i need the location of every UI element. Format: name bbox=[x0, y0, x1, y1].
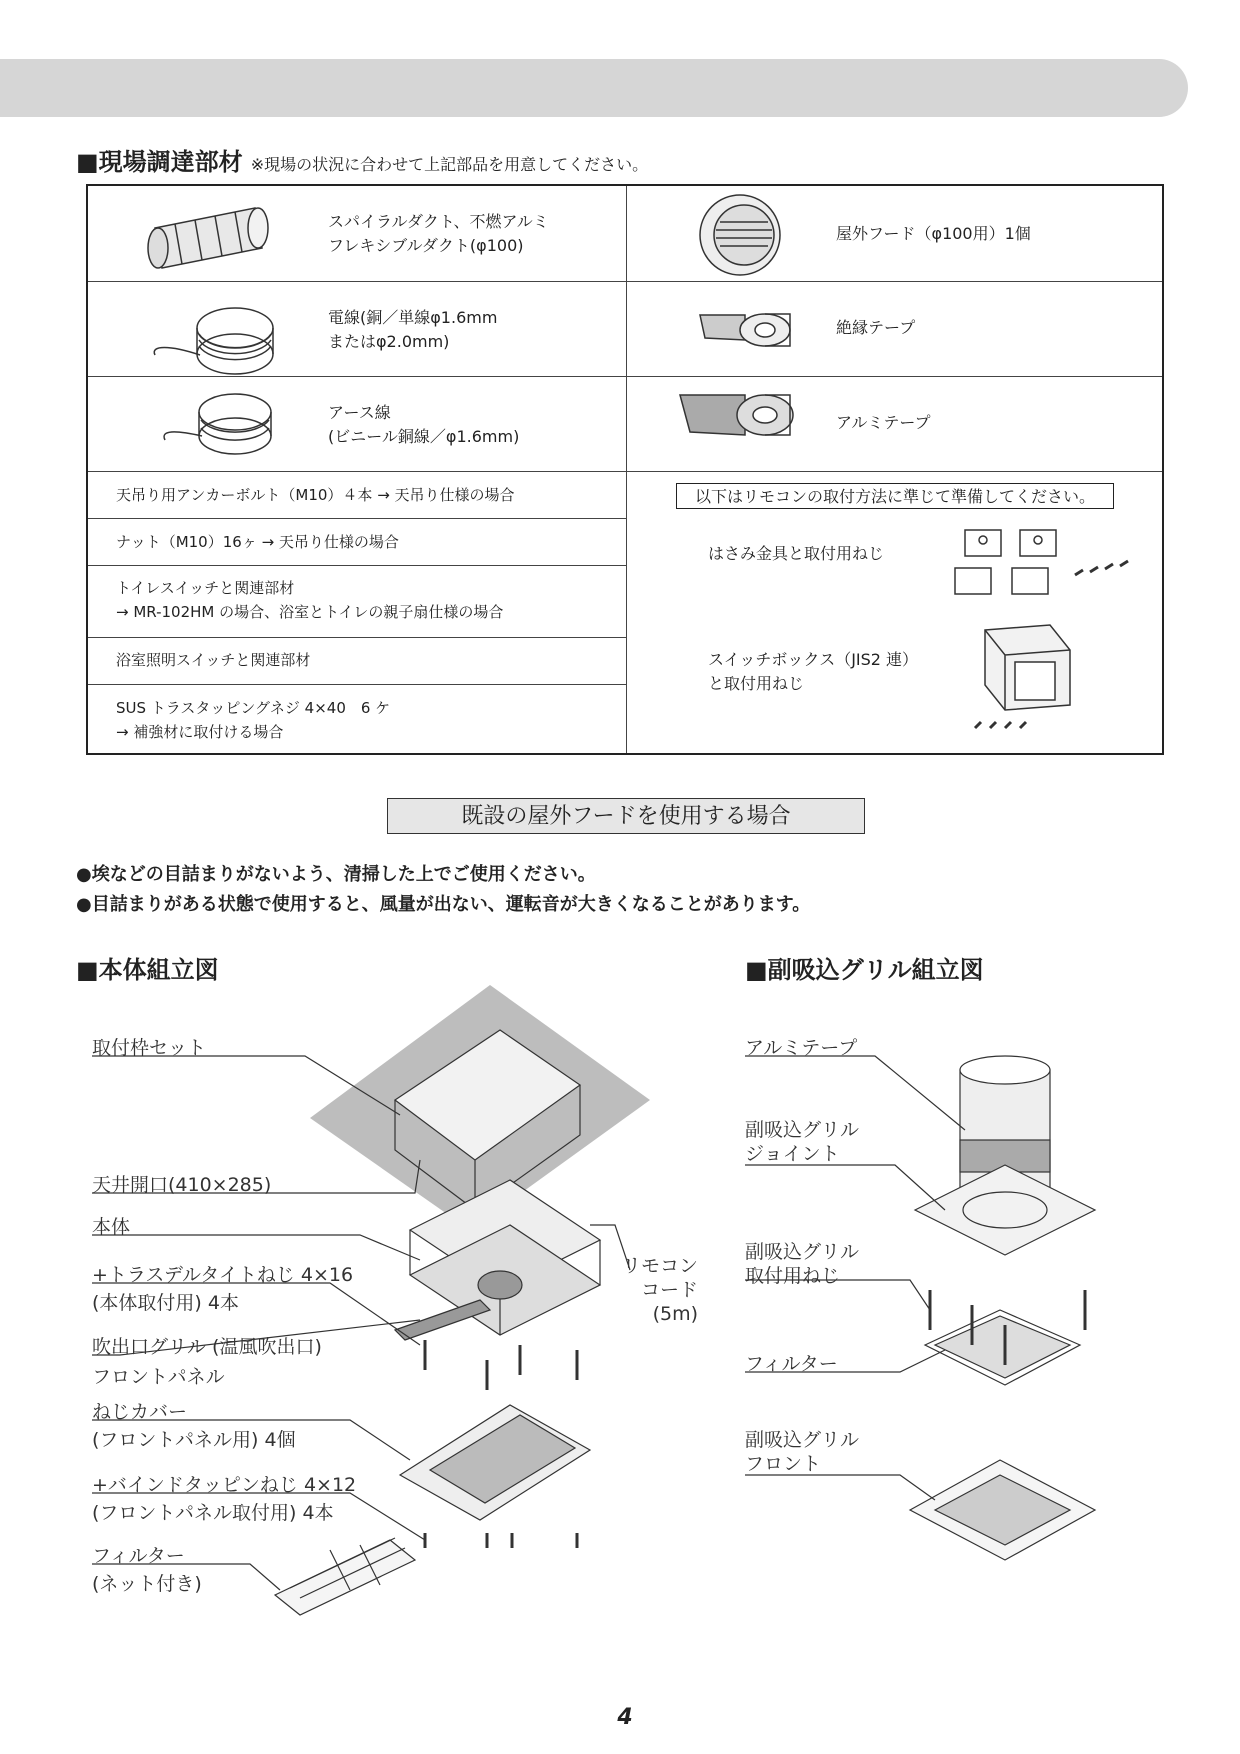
part-duct-text: スパイラルダクト、不燃アルミ フレキシブルダクト(φ100) bbox=[328, 212, 549, 255]
body-assembly-title: ■本体組立図 bbox=[76, 956, 219, 984]
duct-icon bbox=[148, 208, 268, 268]
bullet-clean: ●埃などの目詰まりがないよう、清掃した上でご使用ください。 bbox=[76, 864, 596, 885]
remote-bracket-text: はさみ金具と取付用ねじ bbox=[708, 544, 885, 563]
label-body-screws: +トラスデルタイトねじ 4×16 (本体取付用) 4本 bbox=[92, 1264, 354, 1314]
label-grille-screws: 副吸込グリル 取付用ねじ bbox=[745, 1241, 860, 1287]
page-number: 4 bbox=[617, 1705, 633, 1730]
list-item: 天吊り用アンカーボルト（M10）４本 → 天吊り仕様の場合 bbox=[116, 486, 515, 504]
part-ground-wire-text: アース線 (ビニール銅線／φ1.6mm) bbox=[328, 403, 520, 446]
label-outlet-grille: 吹出口グリル (温風吹出口) bbox=[92, 1336, 322, 1358]
aluminum-tape-icon bbox=[680, 395, 793, 435]
label-sub-filter: フィルター bbox=[745, 1353, 838, 1375]
sub-grille-figure bbox=[745, 1056, 1095, 1560]
part-aluminum-tape-text: アルミテープ bbox=[836, 413, 931, 432]
procured-note: ※現場の状況に合わせて上記部品を用意してください。 bbox=[250, 155, 649, 174]
label-ceiling-opening: 天井開口(410×285) bbox=[92, 1174, 272, 1196]
list-item: トイレスイッチと関連部材 → MR-102HM の場合、浴室とトイレの親子扇仕様の場合 bbox=[116, 579, 504, 621]
label-grille-front: 副吸込グリル フロント bbox=[745, 1429, 860, 1475]
label-frame-set: 取付枠セット bbox=[92, 1037, 207, 1059]
label-grille-joint: 副吸込グリル ジョイント bbox=[745, 1119, 860, 1165]
remote-switchbox-text: スイッチボックス（JIS2 連） と取付用ねじ bbox=[708, 650, 919, 693]
label-main-body: 本体 bbox=[92, 1216, 131, 1238]
label-remote-cord: リモコン コード (5m) bbox=[621, 1255, 698, 1325]
part-wire-text: 電線(銅／単線φ1.6mm またはφ2.0mm) bbox=[328, 308, 498, 351]
part-insulation-tape-text: 絶縁テープ bbox=[836, 318, 916, 337]
label-panel-screws: +バインドタッピンねじ 4×12 (フロントパネル取付用) 4本 bbox=[92, 1474, 357, 1524]
ground-wire-icon bbox=[164, 394, 271, 454]
list-item: ナット（M10）16ヶ → 天吊り仕様の場合 bbox=[116, 533, 399, 551]
switch-box-icon bbox=[975, 625, 1070, 728]
list-item: 浴室照明スイッチと関連部材 bbox=[116, 651, 311, 669]
label-filter-net: フィルター (ネット付き) bbox=[92, 1545, 202, 1595]
label-aluminum-tape: アルミテープ bbox=[745, 1037, 858, 1059]
part-hood-text: 屋外フード（φ100用）1個 bbox=[836, 224, 1031, 243]
label-screw-cover: ねじカバー (フロントパネル用) 4個 bbox=[92, 1401, 296, 1451]
body-assembly-figure bbox=[92, 985, 650, 1615]
wire-coil-icon bbox=[154, 308, 273, 374]
bracket-icon bbox=[955, 530, 1128, 594]
label-front-panel: フロントパネル bbox=[92, 1366, 225, 1388]
procured-title: ■現場調達部材 bbox=[76, 148, 243, 176]
bullet-clog: ●目詰まりがある状態で使用すると、風量が出ない、運転音が大きくなることがあります。 bbox=[76, 894, 811, 915]
existing-hood-title: 既設の屋外フードを使用する場合 bbox=[387, 798, 865, 834]
sub-grille-title: ■副吸込グリル組立図 bbox=[745, 956, 984, 984]
remote-note: 以下はリモコンの取付方法に準じて準備してください。 bbox=[676, 483, 1114, 509]
insulation-tape-icon bbox=[700, 314, 790, 346]
outdoor-hood-icon bbox=[700, 195, 780, 275]
list-item: SUS トラスタッピングネジ 4×40 6 ケ → 補強材に取付ける場合 bbox=[116, 699, 391, 741]
